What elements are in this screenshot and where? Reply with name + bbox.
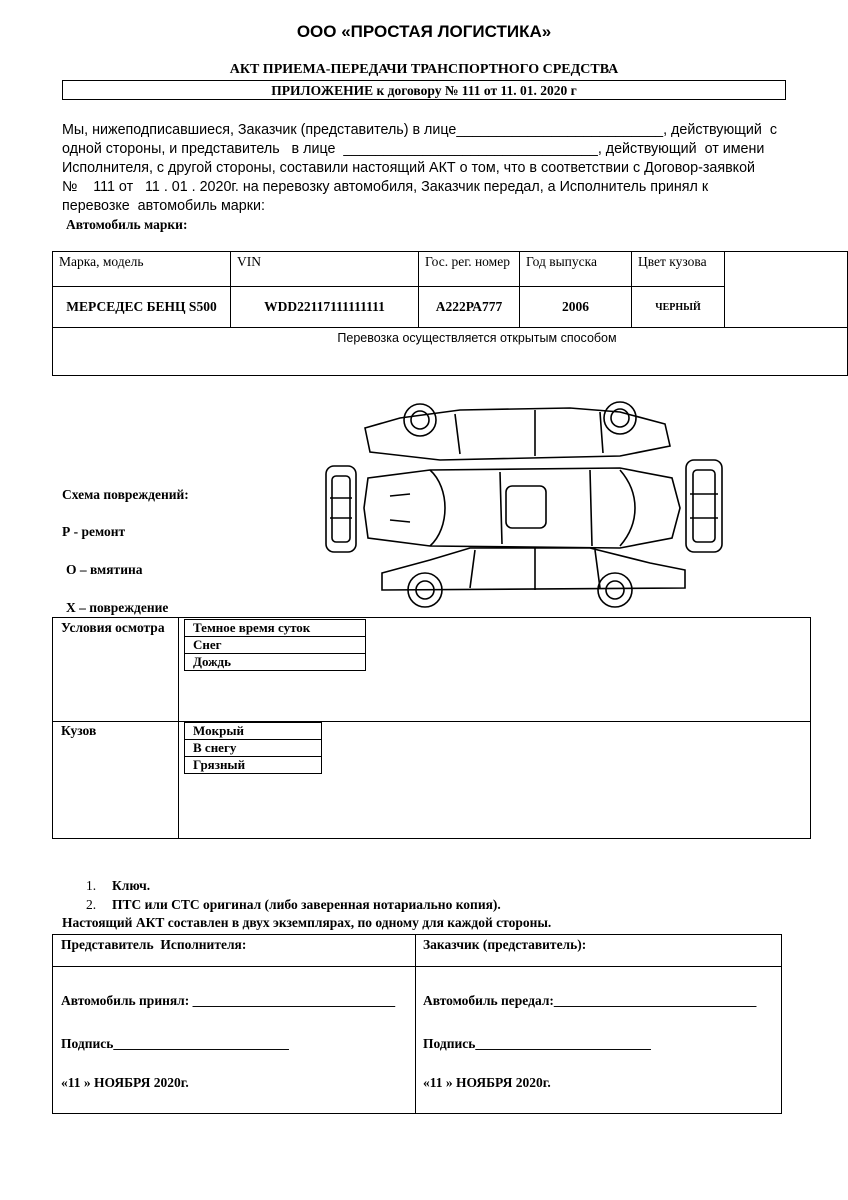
condition-option[interactable]: Снег: [185, 637, 365, 654]
act-title: АКТ ПРИЕМА-ПЕРЕДАЧИ ТРАНСПОРТНОГО СРЕДСТВА: [229, 62, 619, 77]
document-item-2: 2. ПТС или СТС оригинал (либо заверенная нотариально копия).: [86, 897, 501, 912]
body-row: [53, 721, 810, 838]
customer-passed-field[interactable]: Автомобиль передал:______________________________: [423, 993, 757, 1008]
paragraph-line-5: перевозке автомобиль марки:: [62, 198, 265, 214]
paragraph-line-4: № 111 от 11 . 01 . 2020г. на перевозку автомобиля, Заказчик передал, а Исполнитель принял к: [62, 179, 709, 195]
header-brand: Марка, модель: [53, 252, 231, 287]
inspection-conditions-row: [53, 618, 810, 722]
executor-accepted-field[interactable]: Автомобиль принял: ______________________________: [61, 993, 396, 1008]
customer-header: Заказчик (представитель):: [423, 937, 587, 952]
body-option[interactable]: Грязный: [193, 757, 246, 772]
condition-option[interactable]: Темное время суток: [185, 620, 365, 637]
value-year: 2006: [520, 287, 632, 328]
document-item-text: Ключ.: [112, 878, 151, 893]
header-reg-number: Гос. рег. номер: [419, 252, 520, 287]
car-top-view: [364, 468, 680, 548]
document-item-1: 1. Ключ.: [86, 878, 151, 893]
header-color: Цвет кузова: [632, 252, 725, 287]
signature-divider: [415, 935, 416, 1113]
extra-cell: [725, 252, 848, 328]
conditions-label-cell: [53, 618, 179, 721]
appendix-line: ПРИЛОЖЕНИЕ к договору № 111 от 11. 01. 2020 г: [62, 80, 786, 100]
body-label-cell: [53, 721, 179, 838]
paragraph-line-1: Мы, нижеподписавшиеся, Заказчик (представитель) в лице__________________________, действующий с: [62, 122, 777, 138]
value-reg-number: А222РА777: [419, 287, 520, 328]
transport-note: Перевозка осуществляется открытым способом: [53, 328, 848, 376]
executor-date: «11 » НОЯБРЯ 2020г.: [61, 1075, 189, 1090]
damage-scheme-title: Схема повреждений:: [62, 487, 189, 502]
conditions-options: [184, 619, 366, 671]
car-side-view-bottom: [382, 548, 685, 607]
body-option[interactable]: Мокрый: [185, 723, 321, 740]
legend-damage: Х – повреждение: [66, 600, 169, 615]
company-name: ООО «ПРОСТАЯ ЛОГИСТИКА»: [296, 22, 552, 41]
inspection-table: [52, 617, 811, 839]
executor-header: Представитель Исполнителя:: [61, 937, 247, 952]
value-color: ЧЕРНЫЙ: [632, 287, 725, 328]
car-brand-label: Автомобиль марки:: [66, 217, 188, 232]
body-options: [184, 722, 322, 774]
car-side-view-top: [365, 402, 670, 460]
signature-table: [52, 934, 782, 1114]
customer-date: «11 » НОЯБРЯ 2020г.: [423, 1075, 551, 1090]
body-option[interactable]: В снегу: [185, 740, 321, 757]
vehicle-table-header: [53, 252, 848, 287]
header-year: Год выпуска: [520, 252, 632, 287]
customer-signature-field[interactable]: Подпись__________________________: [423, 1036, 651, 1051]
legend-dent: О – вмятина: [66, 562, 143, 577]
paragraph-line-3: Исполнителя, с другой стороны, составили настоящий АКТ о том, что в соответствии с Договор-заявкой: [62, 160, 756, 176]
header-vin: VIN: [231, 252, 419, 287]
condition-option[interactable]: Дождь: [193, 654, 231, 669]
legend-repair: Р - ремонт: [62, 524, 126, 539]
car-rear-view: [686, 460, 722, 552]
value-brand: МЕРСЕДЕС БЕНЦ S500: [53, 287, 231, 328]
body-label: Кузов: [61, 723, 97, 738]
document-item-text: ПТС или СТС оригинал (либо заверенная нотариально копия).: [112, 897, 501, 912]
value-vin: WDD22117111111111: [231, 287, 419, 328]
car-damage-diagram: [320, 398, 740, 613]
conditions-label: Условия осмотра: [61, 620, 165, 635]
car-front-view: [326, 466, 356, 552]
executor-signature-field[interactable]: Подпись__________________________: [61, 1036, 289, 1051]
vehicle-table: [52, 251, 848, 376]
copies-note: Настоящий АКТ составлен в двух экземплярах, по одному для каждой стороны.: [62, 915, 552, 930]
paragraph-line-2: одной стороны, и представитель в лице ________________________________, действующий от имени: [62, 141, 765, 157]
